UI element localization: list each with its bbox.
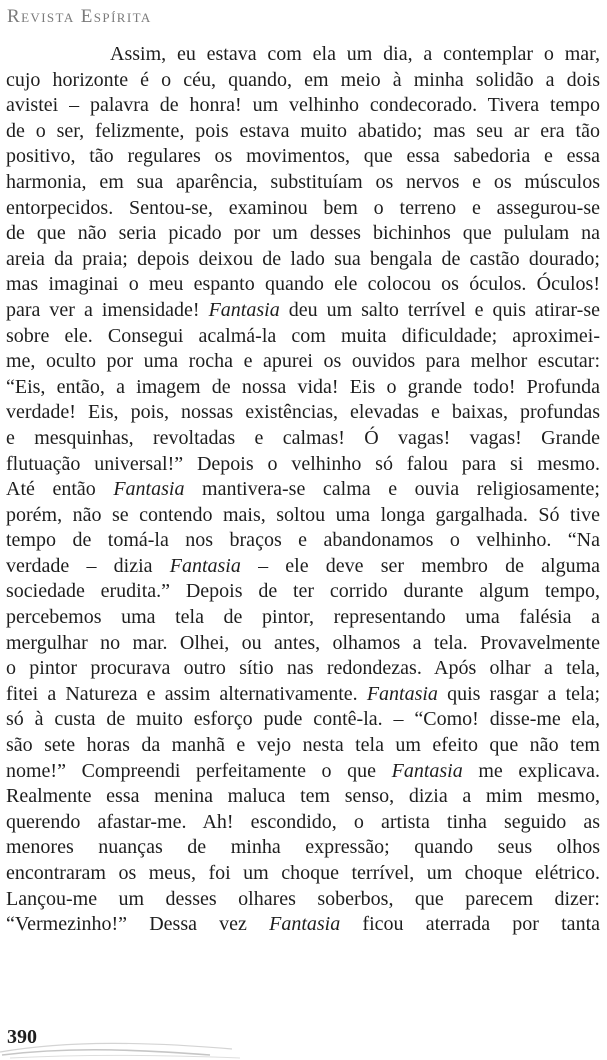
text-line: porém, não se contendo mais, soltou uma longa gargalhada. Só tive — [6, 503, 600, 526]
text-line: “Eis, então, a imagem de nossa vida! Eis o grande todo! Profunda — [6, 375, 600, 398]
text-line: o pintor procurava outro sítio nas redondezas. Após olhar a tela, — [6, 657, 600, 680]
text-line: de o ser, felizmente, pois estava muito abatido; mas seu ar era tão — [6, 119, 600, 142]
text-line: areia da praia; depois deixou de lado sua bengala de castão dourado; — [6, 247, 600, 270]
text-line: querendo afastar-me. Ah! escondido, o artista tinha seguido as — [6, 810, 600, 833]
page-footer — [0, 1022, 607, 1060]
text-line: sobre ele. Consegui acalmá-la com muita dificuldade; aproximei- — [6, 324, 600, 347]
running-header: Revista Espírita — [7, 6, 152, 27]
text-line: cujo horizonte é o céu, quando, em meio à minha solidão a dois — [6, 68, 600, 91]
text-line: tempo de tomá-la nos braços e abandonamos o velhinho. “Na — [6, 529, 600, 552]
text-line: Assim, eu estava com ela um dia, a contemplar o mar, — [110, 43, 600, 65]
text-line: Até então Fantasia mantivera-se calma e ouvia religiosamente; — [6, 478, 600, 501]
text-line: para ver a imensidade! Fantasia deu um salto terrível e quis atirar-se — [6, 298, 600, 321]
italic-term: Fantasia — [366, 682, 438, 705]
text-line: verdade – dizia Fantasia – ele deve ser membro de alguma — [6, 554, 600, 577]
text-line: Realmente essa menina maluca tem senso, dizia a mim mesmo, — [6, 785, 600, 808]
text-line: sociedade erudita.” Depois de ter corrido durante algum tempo, — [6, 580, 600, 603]
italic-term: Fantasia — [169, 554, 241, 577]
text-line: Lançou-me um desses olhares soberbos, que parecem dizer: — [6, 887, 600, 910]
text-line: entorpecidos. Sentou-se, examinou bem o terreno e assegurou-se — [6, 196, 600, 219]
text-line: me, oculto por uma rocha e apurei os ouvidos para melhor escutar: — [6, 350, 600, 373]
italic-term: Fantasia — [391, 759, 463, 782]
text-line: são sete horas da manhã e vejo nesta tela um efeito que não tem — [6, 734, 600, 757]
text-line: “Vermezinho!” Dessa vez Fantasia ficou aterrada por tanta — [6, 913, 600, 936]
text-line: positivo, tão regulares os movimentos, que essa sabedoria e essa — [6, 145, 600, 168]
article-body — [6, 42, 600, 938]
text-line: e mesquinhas, revoltadas e calmas! Ó vagas! vagas! Grande — [6, 426, 600, 449]
page-number: 390 — [7, 1026, 37, 1048]
text-line: só à custa de muito esforço pude contê-la. – “Como! disse-me ela, — [6, 708, 600, 731]
text-line: percebemos uma tela de pintor, representando uma falésia a — [6, 606, 600, 629]
text-line: encontraram os meus, foi um choque terrível, um choque elétrico. — [6, 862, 600, 884]
text-line: flutuação universal!” Depois o velhinho só falou para si mesmo. — [6, 452, 600, 475]
text-line: verdade! Eis, pois, nossas existências, elevadas e baixas, profundas — [6, 401, 600, 424]
text-line: mas imaginai o meu espanto quando ele colocou os óculos. Óculos! — [6, 273, 600, 296]
text-line: menores nuanças de minha expressão; quando seus olhos — [6, 836, 600, 859]
text-line: nome!” Compreendi perfeitamente o que Fantasia me explicava. — [6, 759, 600, 782]
text-line: avistei – palavra de honra! um velhinho condecorado. Tivera tempo — [6, 94, 600, 117]
decorative-swoosh-icon — [0, 1022, 260, 1060]
italic-term: Fantasia — [208, 298, 280, 321]
italic-term: Fantasia — [113, 478, 185, 501]
text-line: harmonia, em sua aparência, substituíam os nervos e os músculos — [6, 170, 600, 193]
text-line: mergulhar no mar. Olhei, ou antes, olhamos a tela. Provavelmente — [6, 631, 600, 654]
text-line: fitei a Natureza e assim alternativamente. Fantasia quis rasgar a tela; — [6, 682, 601, 705]
italic-term: Fantasia — [269, 913, 341, 936]
text-line: de que não seria picado por um desses bichinhos que pululam na — [6, 222, 600, 245]
